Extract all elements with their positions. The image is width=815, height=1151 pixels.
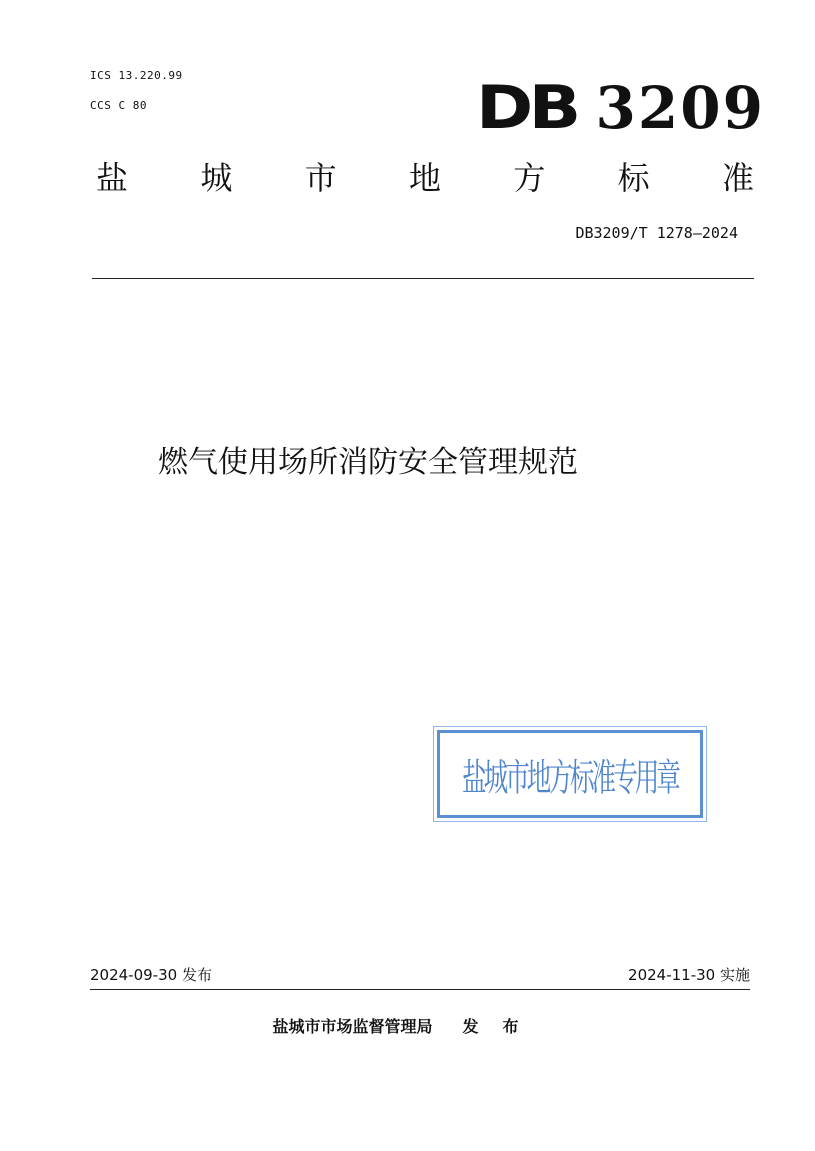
official-stamp — [437, 730, 703, 818]
implement-date: 2024-11-30 实施 — [628, 966, 750, 984]
publish-date: 2024-09-30 发布 — [90, 966, 212, 984]
db-logo-number: 3209 — [595, 74, 765, 142]
bottom-divider — [90, 989, 750, 990]
top-divider — [92, 278, 754, 279]
issuer-name: 盐城市市场监督管理局 — [272, 1017, 433, 1036]
issuer-line — [0, 1014, 815, 1037]
standard-type-char: 地 — [408, 159, 441, 197]
db-logo — [476, 72, 765, 143]
standard-type-heading — [96, 158, 754, 198]
standard-type-char: 准 — [721, 159, 754, 197]
ics-code: ICS 13.220.99 — [90, 69, 183, 82]
standard-type-char: 盐 — [96, 159, 129, 197]
standard-type-char: 市 — [304, 159, 337, 197]
standard-type-char: 标 — [617, 159, 650, 197]
standard-type-char: 方 — [513, 159, 546, 197]
date-row — [90, 964, 750, 985]
document-title: 燃气使用场所消防安全管理规范 — [158, 445, 578, 480]
stamp-text: 盐城市地方标准专用章 — [462, 755, 678, 800]
ccs-code: CCS C 80 — [90, 99, 147, 112]
standard-code: DB3209/T 1278—2024 — [575, 224, 738, 242]
db-logo-letters: DB — [476, 73, 577, 143]
standard-type-char: 城 — [200, 159, 233, 197]
issuer-action: 发布 — [462, 1017, 543, 1036]
